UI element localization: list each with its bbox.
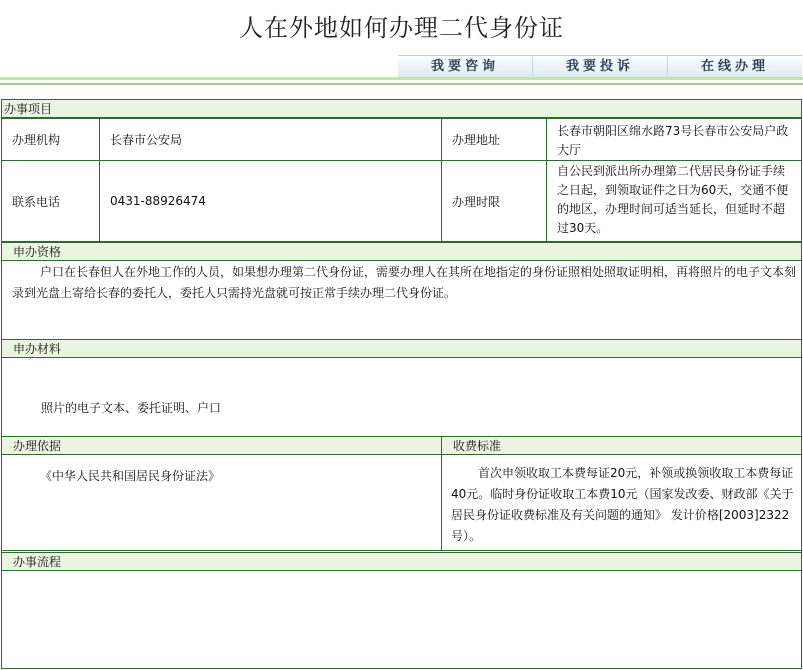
timelimit-value: 自公民到派出所办理第二代居民身份证手续之日起，到领取证件之日为60天，交通不便的地区，办理时间可适当延长，但延时不超过30天。 [546, 160, 802, 242]
section-header-item: 办事项目 [1, 99, 802, 118]
process-cell [1, 570, 802, 669]
section-header-qualification: 申办资格 [1, 242, 802, 261]
basis-text: 《中华人民共和国居民身份证法》 [40, 469, 221, 483]
phone-label: 联系电话 [1, 160, 100, 242]
action-tabs [398, 55, 802, 78]
section-header-fees: 收费标准 [441, 436, 802, 455]
fees-text: 首次申领收取工本费每证20元，补领或换领收取工本费每证40元。临时身份证收取工本费10元（国家发改委、财政部《关于居民身份证收费标准及有关问题的通知》 发计价格[2003]2322号）。 [451, 466, 794, 543]
section-header-materials: 申办材料 [1, 339, 802, 358]
address-label: 办理地址 [441, 118, 547, 161]
tab-complain[interactable]: 我要投诉 [533, 56, 668, 78]
timelimit-label: 办理时限 [441, 160, 547, 242]
header-divider [0, 77, 803, 80]
agency-label: 办理机构 [1, 118, 100, 161]
section-header-process: 办事流程 [1, 552, 802, 571]
page-title: 人在外地如何办理二代身份证 [239, 14, 564, 42]
materials-cell [1, 357, 802, 437]
header-divider-dark [0, 83, 803, 85]
tab-consult[interactable]: 我要咨询 [398, 56, 533, 78]
agency-value: 长春市公安局 [99, 118, 442, 161]
section-header-basis: 办理依据 [1, 436, 442, 455]
phone-value: 0431-88926474 [99, 160, 442, 242]
tab-online[interactable]: 在线办理 [668, 56, 802, 78]
materials-text: 照片的电子文本、委托证明、户口 [41, 401, 222, 415]
address-value-text: 长春市朝阳区绵水路73号长春市公安局户政大厅 [557, 123, 789, 157]
qualification-text: 户口在长春但人在外地工作的人员，如果想办理第二代身份证，需要办理人在其所在地指定的身份证照相处照取证明相，再将照片的电子文本刻录到光盘上寄给长春的委托人，委托人只需持光盘就可按正常手续办理二代身份证。 [12, 265, 797, 300]
address-value [546, 118, 802, 161]
